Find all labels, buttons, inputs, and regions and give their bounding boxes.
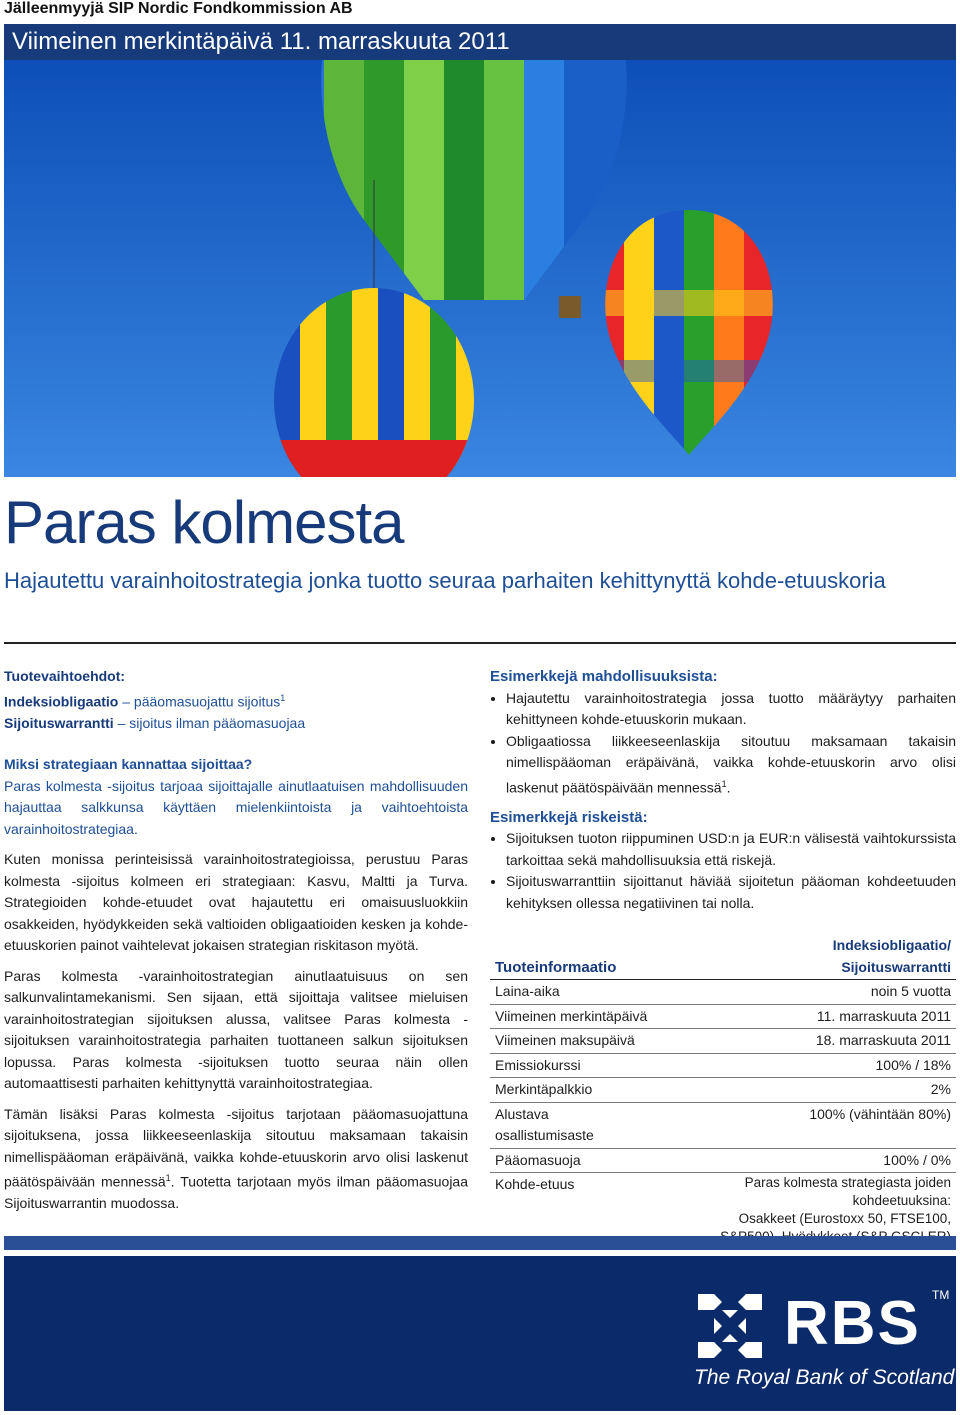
table-row (490, 980, 956, 1005)
deadline-banner (4, 24, 956, 60)
right-column (490, 666, 956, 1296)
table-heading: Tuoteinformaatio (495, 958, 617, 976)
protection-text-end: . Tuotetta tarjotaan myös ilman pääomasuojaa Sijoituswarrantin muodossa. (4, 1173, 468, 1212)
risks-list (490, 828, 956, 914)
row-value: 11. marraskuuta 2011 (653, 1004, 956, 1029)
row-value: 100% / 18% (653, 1053, 956, 1078)
row-label: Pääomasuoja (490, 1148, 653, 1173)
footer-accent-strip (4, 1236, 956, 1250)
top-basket (559, 296, 581, 318)
list-item: • Hajautettu varainhoitostrategia jossa tuotto määräytyy parhaiten kehittyneen kohde-etuuskorin mukaan. (506, 688, 956, 731)
option-sijoituswarrantti-desc: – sijoitus ilman pääomasuojaa (113, 714, 306, 731)
options-heading: Tuotevaihtoehdot: (4, 668, 126, 684)
row-label: Emissiokurssi (490, 1053, 653, 1078)
row-label: Laina-aika (490, 980, 653, 1005)
row-value: 100% (vähintään 80%) (653, 1102, 956, 1148)
footnote-ref: 1 (165, 1173, 171, 1184)
list-item-end: . (726, 779, 731, 796)
underlying-line: Osakkeet (Eurostoxx 50, FTSE100, (738, 1211, 951, 1227)
row-label: Viimeinen merkintäpäivä (490, 1004, 653, 1029)
strategy-paragraph: Kuten monissa perinteisissä varainhoitostrategioissa, perustuu Paras kolmesta -sijoitus kolmeen eri strategiaan: Kasvu, Maltti ja Turva. Strategioiden kohde-etuudet ovat hajautettu eri omaisuusluokkiin osakkeiden, hyödykkeiden sekä valtioiden obligaatioiden kesken ja kohde-etuuskorien painot vaihtelevat jokaisen strategian riskitason myötä. (4, 851, 468, 954)
row-label: Merkintäpalkkio (490, 1078, 653, 1103)
divider (4, 642, 956, 644)
trademark: TM (932, 1288, 950, 1302)
bank-name: The Royal Bank of Scotland (694, 1366, 955, 1389)
footer-gap (4, 1250, 956, 1256)
row-value: noin 5 vuotta (653, 980, 956, 1005)
table-row (490, 1102, 956, 1148)
table-column-header (653, 934, 956, 980)
row-label: Viimeinen maksupäivä (490, 1029, 653, 1054)
opportunities-heading: Esimerkkejä mahdollisuuksista: (490, 668, 718, 685)
product-info-table (490, 934, 956, 1266)
balloons-illustration (4, 60, 956, 477)
rbs-daisy-logo-icon (694, 1290, 766, 1362)
list-item-text: Obligaatiossa liikkeeseenlaskija sitoutuu maksamaan takaisin nimellispääoman eräpäivänä, vaikka kohde-etuuskorin arvo olisi laskenut päätöspäivään mennessä (506, 732, 956, 796)
footnote-ref: 1 (280, 692, 286, 703)
protection-text: Tämän lisäksi Paras kolmesta -sijoitus tarjotaan pääomasuojattuna sijoituksena, jossa liikkeeseenlaskija sitoutuu maksamaan takaisin nimellispääoman eräpäivänä, vaikka kohde-etuuskorin arvo olisi laskenut päätöspäivään mennessä (4, 1105, 468, 1190)
table-row (490, 1053, 956, 1078)
mechanism-paragraph: Paras kolmesta -varainhoitostrategian ainutlaatuisuus on sen salkunvalintamekanismi. Sen sijaan, että sijoittaja valitsee mieluisen varainhoitostrategian sijoituksen alussa, valitsee Paras kolmesta -sijoituksen varainhoitostrategia parhaiten tuottaneen salkun sijoituksen lopussa. Paras kolmesta -sijoituksen tuotto seuraa näin ollen automaattisesti parhaiten kehittynyttä varainhoitostrategiaa. (4, 967, 468, 1092)
deadline-text: Viimeinen merkintäpäivä 11. marraskuuta 2011 (12, 28, 510, 55)
page-subtitle: Hajautettu varainhoitostrategia jonka tuotto seuraa parhaiten kehittynyttä kohde-etuuskoria (4, 568, 886, 593)
underlying-line: Paras kolmesta strategiasta joiden kohdeetuuksina: (744, 1175, 951, 1209)
list-item (506, 731, 956, 799)
table-row (490, 1029, 956, 1054)
risks-heading: Esimerkkejä riskeistä: (490, 808, 648, 826)
list-item: • Sijoituksen tuoton riippuminen USD:n ja EUR:n välisestä vaihtokurssista tarkoittaa sekä mahdollisuuksia että riskejä. (506, 828, 956, 871)
intro-paragraph: Paras kolmesta -sijoitus tarjoaa sijoittajalle ainutlaatuisen mahdollisuuden hajauttaa salkkunsa käyttäen mielenkiintoista ja vaihtoehtoista varainhoitostrategiaa. (4, 777, 468, 837)
row-label: Alustava osallistumisaste (490, 1102, 653, 1148)
publisher-label: Jälleenmyyjä SIP Nordic Fondkommission AB (4, 0, 353, 17)
protection-paragraph (4, 1104, 468, 1215)
page-title: Paras kolmesta (4, 489, 404, 556)
why-heading: Miksi strategiaan kannattaa sijoittaa? (4, 756, 253, 773)
option-sijoituswarrantti: Sijoituswarrantti (4, 714, 114, 731)
opportunities-list (490, 688, 956, 799)
hero-image-balloons (4, 60, 956, 477)
option-indeksiobligaatio-desc: – pääomasuojattu sijoitus (118, 693, 281, 710)
row-value: 2% (653, 1078, 956, 1103)
left-column (4, 666, 468, 1224)
footnote-ref: 1 (721, 778, 727, 789)
table-row (490, 1148, 956, 1173)
table-row (490, 1078, 956, 1103)
row-value: 18. marraskuuta 2011 (653, 1029, 956, 1054)
column-header-line-1: Indeksiobligaatio/ (832, 937, 951, 954)
table-row (490, 1004, 956, 1029)
row-label: Kohde-etuus (490, 1173, 653, 1266)
row-value: 100% / 0% (653, 1148, 956, 1173)
option-indeksiobligaatio: Indeksiobligaatio (4, 693, 119, 710)
list-item: • Sijoituswarranttiin sijoittanut häviää sijoitetun pääoman kohdeetuuden kehityksen ollessa negatiivinen tai nolla. (506, 871, 956, 914)
product-options (4, 666, 468, 734)
column-header-line-2: Sijoituswarrantti (841, 958, 951, 975)
rbs-logo-text: RBS (784, 1289, 921, 1358)
